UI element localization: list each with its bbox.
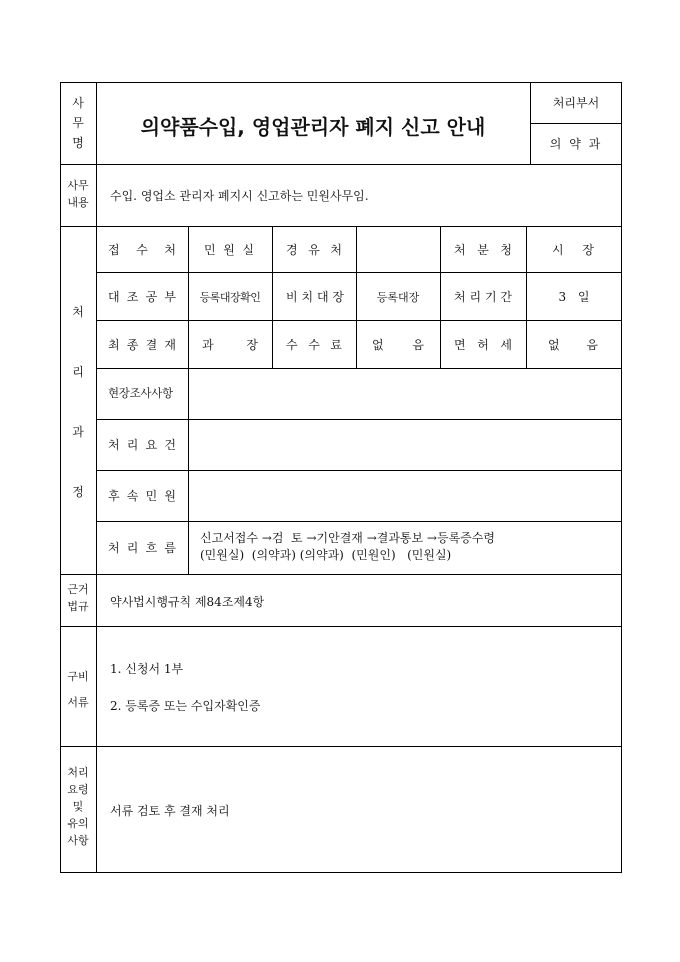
- text-char: 대: [108, 290, 120, 304]
- required-documents-label: 구비 서류: [67, 670, 89, 710]
- text-char: 후: [108, 489, 120, 503]
- text-char: 조: [126, 290, 139, 304]
- text-char: 없: [548, 338, 560, 352]
- divider: [96, 272, 622, 273]
- text-char: 종: [126, 338, 139, 352]
- text-char: 장: [582, 243, 594, 257]
- text-char: 처: [108, 541, 120, 555]
- license-tax-label: [454, 339, 512, 351]
- required-document-item: 1. 신청서 1부: [110, 662, 184, 676]
- reception-office-value: [204, 244, 254, 256]
- department-value: 의 약 과: [549, 137, 603, 151]
- text-char: 처: [330, 243, 342, 257]
- text-char: 리: [469, 290, 482, 304]
- processing-notes-label: 처리 요령 및 유의 사항: [67, 766, 89, 848]
- text-char: 실: [242, 243, 254, 257]
- text-char: 시: [552, 243, 564, 257]
- relay-office-label: [286, 244, 342, 256]
- text-char: 면: [454, 338, 466, 352]
- text-char: 분: [477, 243, 489, 257]
- fee-label: [286, 339, 342, 351]
- processing-period-label: [454, 291, 512, 303]
- text-char: 치: [301, 290, 314, 304]
- divider: [96, 320, 622, 321]
- text-char: 공: [145, 290, 158, 304]
- divider: [188, 226, 189, 574]
- text-char: 결: [145, 338, 158, 352]
- text-char: 최: [108, 338, 120, 352]
- disposition-authority-value: [552, 244, 594, 256]
- text-char: 리: [126, 438, 139, 452]
- divider: [440, 226, 441, 368]
- text-char: 민: [145, 489, 158, 503]
- text-char: 경: [286, 243, 298, 257]
- requirements-label: [108, 439, 176, 451]
- text-char: 료: [330, 338, 342, 352]
- reference-register-label: [108, 291, 176, 303]
- text-char: 비: [286, 290, 298, 304]
- text-char: 수: [286, 338, 298, 352]
- divider: [60, 626, 622, 627]
- text-char: 허: [477, 338, 489, 352]
- process-label-char: 처: [72, 305, 84, 319]
- license-tax-value: [548, 339, 598, 351]
- row-label-char: 무: [72, 116, 84, 130]
- process-flow-owners: (민원실) (의약과) (의약과) (민원인) (민원실): [200, 548, 452, 562]
- text-char: 처: [454, 290, 466, 304]
- text-char: 요: [145, 438, 158, 452]
- text-char: 음: [412, 338, 424, 352]
- text-char: 재: [164, 338, 176, 352]
- divider: [60, 574, 622, 575]
- text-char: 장: [332, 290, 344, 304]
- process-flow-label: [108, 542, 176, 554]
- text-char: 음: [586, 338, 598, 352]
- text-char: 처: [164, 243, 176, 257]
- divider: [96, 82, 97, 873]
- text-char: 장: [246, 338, 258, 352]
- site-survey-label: 현장조사사항: [108, 386, 173, 400]
- processing-notes-text: 서류 검토 후 결재 처리: [110, 804, 230, 818]
- text-char: 세: [500, 338, 512, 352]
- divider: [96, 521, 622, 522]
- text-char: 원: [164, 489, 176, 503]
- disposition-authority-label: [454, 244, 512, 256]
- processing-period-value: 3 일: [558, 290, 590, 304]
- text-char: 수: [308, 338, 320, 352]
- text-char: 청: [500, 243, 512, 257]
- text-char: 원: [223, 243, 235, 257]
- department-label: 처리부서: [552, 96, 600, 110]
- text-char: 접: [108, 243, 120, 257]
- follow-up-label: [108, 490, 176, 502]
- divider: [272, 226, 273, 368]
- text-char: 부: [164, 290, 176, 304]
- process-label-char: 과: [72, 425, 84, 439]
- work-content-text: 수입. 영업소 관리자 폐지시 신고하는 민원사무임.: [110, 189, 369, 203]
- work-content-label: 사무 내용: [67, 179, 89, 209]
- fee-value: [372, 339, 424, 351]
- reference-register-value: 등록대장확인: [199, 291, 261, 304]
- text-char: 름: [164, 541, 176, 555]
- text-char: 리: [126, 541, 139, 555]
- reception-office-label: [108, 244, 176, 256]
- text-char: 흐: [145, 541, 158, 555]
- final-approval-value: [202, 339, 258, 351]
- text-char: 처: [454, 243, 466, 257]
- text-char: 과: [202, 338, 214, 352]
- legal-basis-text: 약사법시행규칙 제84조제4항: [110, 595, 265, 609]
- divider: [96, 470, 622, 471]
- text-char: 처: [108, 438, 120, 452]
- final-approval-label: [108, 339, 176, 351]
- divider: [60, 164, 622, 165]
- divider: [530, 123, 622, 124]
- divider: [96, 368, 622, 369]
- legal-basis-label: 근거 법규: [67, 583, 89, 613]
- process-label-char: 리: [72, 365, 84, 379]
- divider: [60, 226, 622, 227]
- text-char: 없: [372, 338, 384, 352]
- row-label-char: 명: [72, 136, 84, 150]
- text-char: 속: [126, 489, 139, 503]
- kept-register-value: 등록대장: [376, 291, 420, 304]
- text-char: 건: [164, 438, 176, 452]
- text-char: 대: [316, 290, 329, 304]
- text-char: 간: [500, 290, 512, 304]
- process-flow-steps: 신고서접수 →검 토 →기안결재 →결과통보 →등록증수령: [200, 531, 495, 545]
- text-char: 기: [484, 290, 497, 304]
- text-char: 유: [308, 243, 320, 257]
- required-document-item: 2. 등록증 또는 수입자확인증: [110, 699, 261, 713]
- kept-register-label: [286, 291, 344, 303]
- process-label-char: 정: [72, 485, 84, 499]
- text-char: 민: [204, 243, 216, 257]
- page-title: 의약품수입, 영업관리자 폐지 신고 안내: [140, 115, 486, 139]
- text-char: 수: [136, 243, 148, 257]
- divider: [60, 746, 622, 747]
- divider: [96, 419, 622, 420]
- row-label-char: 사: [72, 96, 84, 110]
